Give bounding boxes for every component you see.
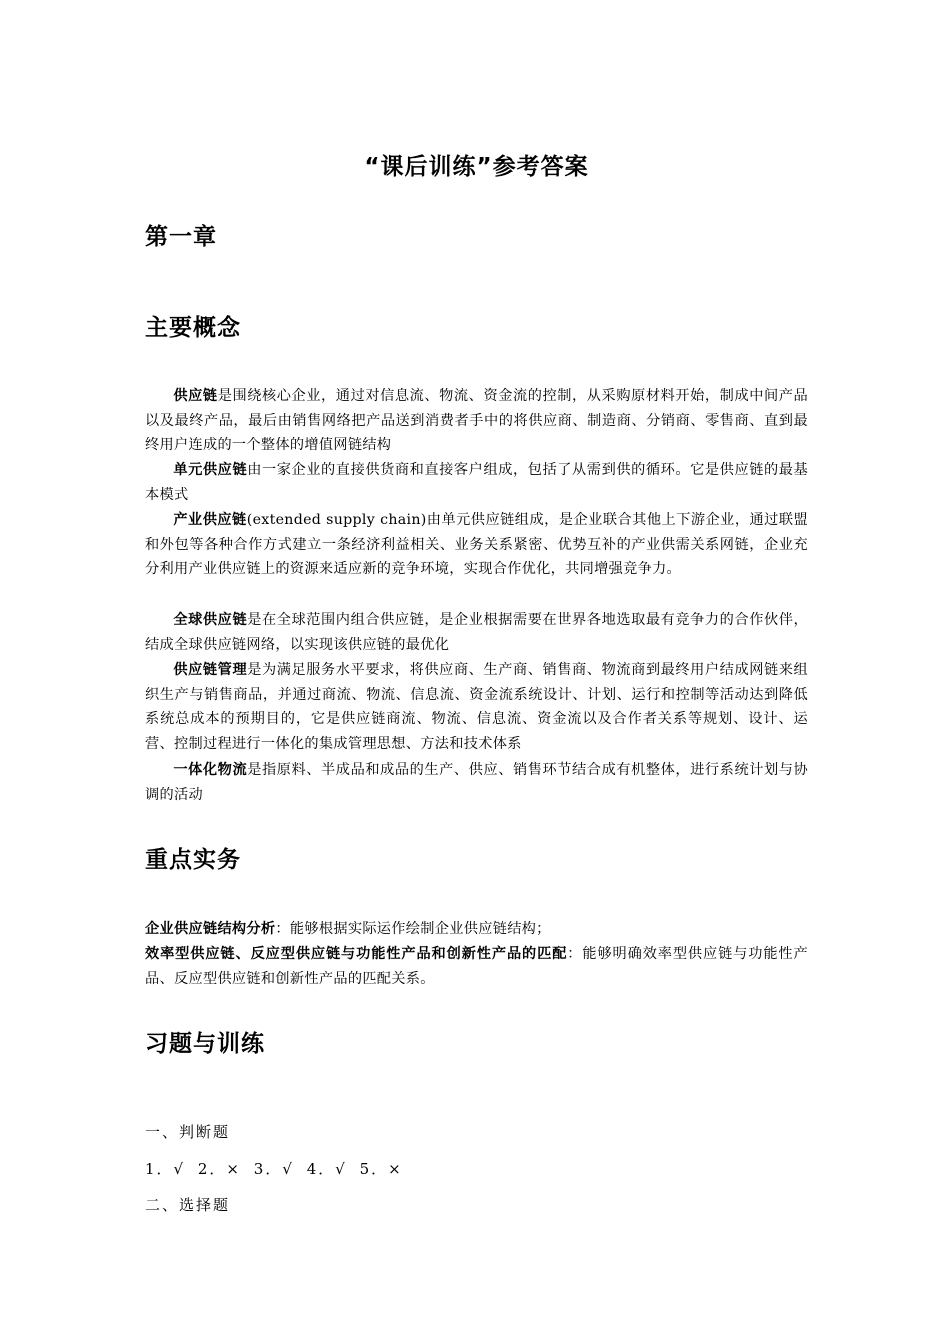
concept-text: 由一家企业的直接供货商和直接客户组成，包括了从需到供的循环。它是供应链的最基本模式 xyxy=(145,462,808,503)
choice-heading: 二、选择题 xyxy=(145,1196,231,1214)
concept-term: 全球供应链 xyxy=(173,612,248,628)
section-heading-concepts: 主要概念 xyxy=(145,315,241,341)
answer-item: 2．× xyxy=(197,1160,242,1178)
document-title: “课后训练”参考答案 xyxy=(364,154,589,180)
concept-paragraph xyxy=(145,384,808,458)
concept-term: 单元供应链 xyxy=(173,462,248,478)
chapter-heading: 第一章 xyxy=(145,224,217,250)
practice-term: 效率型供应链、反应型供应链与功能性产品和创新性产品的匹配 xyxy=(145,946,568,962)
practice-text: ：能够根据实际运作绘制企业供应链结构； xyxy=(275,921,551,937)
concept-term: 供应链管理 xyxy=(173,662,248,678)
practice-paragraph xyxy=(145,917,808,942)
concept-paragraph xyxy=(145,458,808,507)
concept-term: 一体化物流 xyxy=(173,762,248,778)
concept-text: (extended supply chain)由单元供应链组成，是企业联合其他上下游企业，通过联盟和外包等各种合作方式建立一条经济利益相关、业务关系紧密、优势互补的产业供需关系网链，企业充分利用产业供应链上的资源来适应新的竞争环境，实现合作优化，共同增强竞争力。 xyxy=(145,512,808,577)
concept-paragraph xyxy=(145,658,808,756)
section-heading-exercises: 习题与训练 xyxy=(145,1031,265,1057)
judgement-heading: 一、判断题 xyxy=(145,1123,231,1141)
practice-paragraph xyxy=(145,942,808,991)
concept-text: 是指原料、半成品和成品的生产、供应、销售环节结合成有机整体，进行系统计划与协调的活动 xyxy=(145,762,808,803)
concept-text: 是为满足服务水平要求，将供应商、生产商、销售商、物流商到最终用户结成网链来组织生产与销售商品，并通过商流、物流、信息流、资金流系统设计、计划、运行和控制等活动达到降低系统总成本的预期目的，它是供应链商流、物流、信息流、资金流以及合作者关系等规划、设计、运营、控制过程进行一体化的集成管理思想、方法和技术体系 xyxy=(145,662,808,752)
concept-paragraph xyxy=(145,508,808,582)
section-heading-practice: 重点实务 xyxy=(145,847,241,873)
answer-item: 4．√ xyxy=(306,1160,347,1178)
practice-text: ：能够明确效率型供应链与功能性产品、反应型供应链和创新性产品的匹配关系。 xyxy=(145,946,808,987)
answer-item: 1．√ xyxy=(145,1160,186,1178)
answer-item: 3．√ xyxy=(253,1160,294,1178)
concept-text: 是围绕核心企业，通过对信息流、物流、资金流的控制，从采购原材料开始，制成中间产品以及最终产品，最后由销售网络把产品送到消费者手中的将供应商、制造商、分销商、零售商、直到最终用户连成的一个整体的增值网链结构 xyxy=(145,388,808,453)
concept-term: 供应链 xyxy=(173,388,218,404)
judgement-answers xyxy=(145,1158,409,1179)
answer-item: 5．× xyxy=(359,1160,403,1178)
practice-term: 企业供应链结构分析 xyxy=(145,921,276,937)
concept-term: 产业供应链 xyxy=(173,512,247,528)
concept-paragraph xyxy=(145,608,808,657)
concept-text: 是在全球范围内组合供应链，是企业根据需要在世界各地选取最有竞争力的合作伙伴，结成全球供应链网络，以实现该供应链的最优化 xyxy=(145,612,808,653)
concept-paragraph xyxy=(145,758,808,807)
